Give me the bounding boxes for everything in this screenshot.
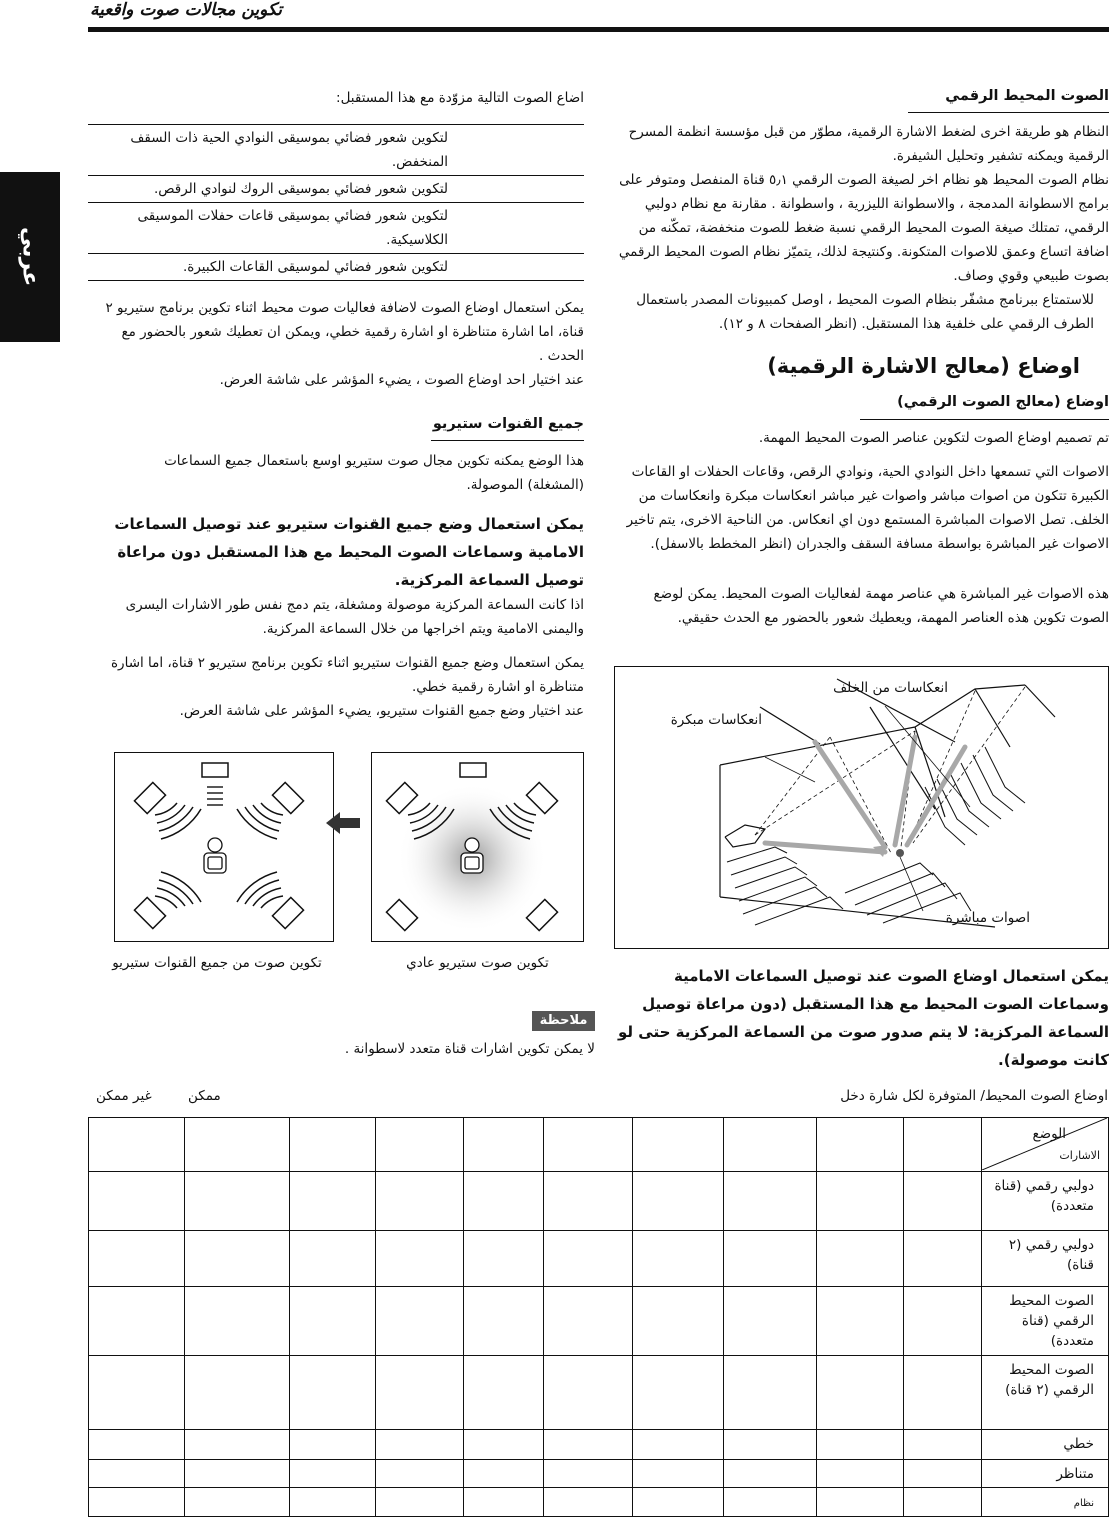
- modes-table-row: لتكوين شعور فضائي لموسيقى القاعات الكبيرة.: [88, 254, 584, 281]
- table-row: [89, 1118, 1109, 1172]
- modes-table: [88, 124, 584, 281]
- legend-impossible: غير ممكن: [96, 1088, 152, 1104]
- table-cell: [633, 1118, 724, 1172]
- row-label: الصوت المحيط الرقمي (٢ قناة): [981, 1356, 1108, 1430]
- digital-surround-title-rule: [908, 112, 1109, 113]
- dsp-paragraph-3: هذه الاصوات غير المباشرة هي عناصر مهمة لفعاليات الصوت المحيط. يمكن لوضع الصوت تكوين هذه العناصر المهمة، ويعطيك شعور بالحضور مع الحدث حقيقي.: [653, 586, 1109, 626]
- page-header-title: تكوين مجالات صوت واقعية: [90, 0, 283, 20]
- table-cell: [89, 1118, 185, 1172]
- legend-possible: ممكن: [188, 1088, 221, 1104]
- row-label: متناظر: [981, 1460, 1108, 1488]
- all-channel-title-rule: [431, 440, 584, 441]
- normal-stereo-diagram-caption: تكوين صوت ستيريو عادي: [406, 955, 549, 971]
- note-text: لا يمكن تكوين اشارات قناة متعدد لاسطوانة .: [344, 1041, 595, 1057]
- modes-intro: اضاع الصوت التالية مزوّدة مع هذا المستقبل:: [336, 90, 584, 106]
- header-signals-label: الاشارات: [1059, 1149, 1100, 1162]
- digital-surround-paragraph-2: نظام الصوت المحيط هو نظام اخر لصيغة الصوت الرقمي ٥٫١ قناة المنفصل ومتوفر على برامج الاسطوانة المدمجة ، والاسطوانة الليزرية ، واسطوانة . مقارنة مع نظام دولبي الرقمي، تمتلك صيغة الصوت المحيط الرقمي نسبة ضغط للصوت منخفضة، تمكّنه من اضافة اتساع وعمق للاصوات المتكونة. وكنتيجة لذلك، يتميّز نظام الصوت المحيط الرقمي بصوت طبيعي وقوي وصاف.: [618, 172, 1109, 284]
- table-cell: [544, 1118, 633, 1172]
- table-cell: [904, 1118, 982, 1172]
- digital-surround-paragraph-1: النظام هو طريقة اخرى لضغط الاشارة الرقمية، مطوّر من قبل مؤسسة انظمة المسرح الرقمية ويمكنه تشفير وتحليل الشيفرة.: [628, 124, 1109, 164]
- hall-label-early-reflections: انعكاسات مبكرة: [670, 712, 762, 728]
- table-row: [89, 1172, 1109, 1231]
- language-tab-label: عربي: [17, 227, 43, 287]
- table-cell: [289, 1118, 375, 1172]
- hall-label-rear-reflections: انعكاسات من الخلف: [833, 680, 948, 696]
- all-channel-usage-bullet: عند اختيار وضع جميع القنوات ستيريو، يضيء المؤشر على شاشة العرض.: [179, 703, 584, 719]
- dsp-paragraph-2: الاصوات التي تسمعها داخل النوادي الحية، ونوادي الرقص، وقاعات الحفلات او القاعات الكبيرة تتكون من اصوات مباشر واصوات غير مباشر انعكاسات مبكرة وانعكاسات من الخلف. تصل الاصوات المباشرة المستمع دون اي انعكاس. من الناحية الاخرى، يتم تاخير الاصوات غير المباشرة بواسطة مسافة السقف والجدران (انظر المخطط بالاسفل).: [626, 464, 1109, 552]
- dsp-modes-title: اوضاع (معالج الاشارة الرقمية): [767, 354, 1080, 378]
- all-channel-center-paragraph: اذا كانت السماعة المركزية موصولة ومشغلة، يتم دمج نفس طور الاشارات اليسرى واليمنى الامامية ويتم اخراجها من خلال السماعة المركزية.: [125, 597, 584, 637]
- digital-surround-paragraph-3: للاستمتاع ببرنامج مشفّر بنظام الصوت المحيط ، اوصل كمبيونات المصدر باستعمال الطرف الرقمي على خلفية هذا المستقبل. (انظر الصفحات ٨ و ١٢).: [636, 292, 1094, 332]
- row-label: خطي: [981, 1430, 1108, 1460]
- all-channel-bold-note: يمكن استعمال وضع جميع القنوات ستيريو عند توصيل السماعات الامامية وسماعات الصوت المحيط مع هذا المستقبل دون مراعاة توصيل السماعة المركزية.: [114, 515, 584, 589]
- dsp-bold-note: يمكن استعمال اوضاع الصوت عند توصيل السماعات الامامية وسماعات الصوت المحيط مع هذا المستقبل (دون مراعاة توصيل السماعة المركزية: لا يتم صدور صوت من السماعة المركزية حتى لو كانت موصولة).: [618, 967, 1109, 1069]
- table-row: [89, 1488, 1109, 1517]
- table-row: [89, 1356, 1109, 1430]
- all-channel-body: هذا الوضع يمكنه تكوين مجال صوت ستيريو اوسع باستعمال جميع السماعات (المشغلة) الموصولة.: [164, 453, 584, 493]
- all-channel-diagram-caption: تكوين صوت من جميع القنوات ستيريو: [112, 955, 322, 971]
- table-row: [89, 1460, 1109, 1488]
- modes-usage-paragraph: يمكن استعمال اوضاع الصوت لاضافة فعاليات صوت محيط اثناء تكوين برنامج ستيريو ٢ قناة، اما اشارة متناظرة او اشارة رقمية خطي، ويمكن ان تعطيك شعور بالحضور مع الحدث .: [105, 300, 584, 364]
- table-row: [89, 1231, 1109, 1287]
- table-cell: [375, 1118, 463, 1172]
- header-mode-label: الوضع: [1032, 1126, 1066, 1142]
- all-channel-title: جميع القنوات ستيريو: [432, 416, 584, 432]
- modes-table-row: لتكوين شعور فضائي بموسيقى قاعات حفلات الموسيقى الكلاسيكية.: [88, 203, 584, 254]
- dsp-modes-subtitle-rule: [860, 419, 1109, 420]
- concert-hall-diagram: [614, 666, 1109, 949]
- table-cell: [817, 1118, 904, 1172]
- compat-table: [88, 1117, 1109, 1517]
- header-rule: [88, 27, 1109, 32]
- all-channel-usage-paragraph: يمكن استعمال وضع جميع القنوات ستيريو اثناء تكوين برنامج ستيريو ٢ قناة، اما اشارة متناظرة او اشارة رقمية خطي.: [110, 655, 584, 695]
- table-header-cell: [981, 1118, 1108, 1172]
- row-label: نظام: [981, 1488, 1108, 1517]
- table-row: [89, 1430, 1109, 1460]
- compat-table-caption: اوضاع الصوت المحيط/ المتوفرة لكل شارة دخل: [840, 1088, 1108, 1104]
- digital-surround-title: الصوت المحيط الرقمي: [945, 88, 1109, 104]
- row-label: الصوت المحيط الرقمي (قناة متعددة): [981, 1287, 1108, 1356]
- modes-usage-bullet: عند اختيار احد اوضاع الصوت ، يضيء المؤشر على شاشة العرض.: [219, 372, 584, 388]
- normal-stereo-diagram: [371, 752, 584, 942]
- dsp-paragraph-1: تم تصميم اوضاع الصوت لتكوين عناصر الصوت المحيط المهمة.: [758, 430, 1109, 446]
- modes-table-row: لتكوين شعور فضائي بموسيقى الروك لنوادي الرقص.: [88, 176, 584, 203]
- row-label: دولبي رقمي (قناة متعددة): [981, 1172, 1108, 1231]
- all-channel-stereo-diagram: [114, 752, 334, 942]
- arrow-left-icon: [326, 812, 360, 834]
- row-label: دولبي رقمي (٢ قناة): [981, 1231, 1108, 1287]
- note-badge: ملاحظة: [532, 1011, 595, 1031]
- dsp-modes-subtitle: اوضاع (معالج الصوت الرقمي): [897, 394, 1109, 410]
- modes-table-row: لتكوين شعور فضائي بموسيقى النوادي الحية ذات السقف المنخفض.: [88, 125, 584, 176]
- hall-label-direct-sounds: اصوات مباشرة: [945, 910, 1030, 926]
- table-cell: [184, 1118, 289, 1172]
- table-cell: [724, 1118, 817, 1172]
- table-cell: [463, 1118, 544, 1172]
- table-row: [89, 1287, 1109, 1356]
